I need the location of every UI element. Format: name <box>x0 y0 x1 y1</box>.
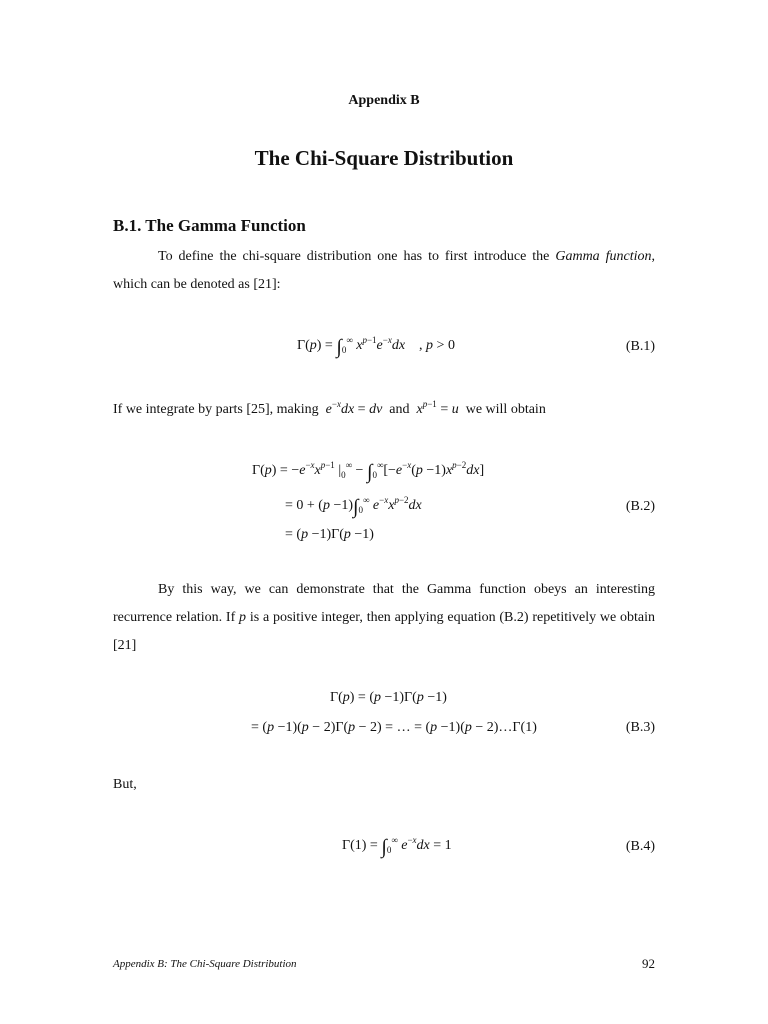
equation-b4: $\Gamma(1) = \int_0^\infty$ $e^{-x}dx = 1$ <box>342 835 452 858</box>
paragraph-text: If we integrate by parts [25], making <box>113 402 319 417</box>
paragraph-text: , which can be denoted as [21]: <box>113 249 656 292</box>
section-heading: B.1. The Gamma Function <box>113 216 306 235</box>
page-number: 92 <box>642 956 655 971</box>
equation-number-b3: (B.3) <box>625 720 655 735</box>
paragraph-recurrence <box>113 576 655 660</box>
paragraph-text: we will obtain <box>465 402 546 417</box>
equation-b3-line-1: Γ(p) = (p −1)Γ(p −1) <box>330 690 447 705</box>
variable-p: p <box>239 610 247 625</box>
paragraph-intro <box>113 243 655 299</box>
appendix-label: Appendix B <box>348 93 420 108</box>
paragraph-text: is a positive integer, then applying equation (B.2) repetitively we obtain [21] <box>113 610 656 653</box>
gamma-function-term: Gamma function <box>555 249 652 264</box>
paragraph-integration-by-parts <box>113 399 546 418</box>
chapter-title: The Chi-Square Distribution <box>254 146 514 170</box>
paragraph-but: But, <box>113 777 137 792</box>
equation-number-b2: (B.2) <box>625 499 655 514</box>
equation-b2-line-3: = (p −1)Γ(p −1) <box>285 527 374 542</box>
inline-math-u: $x^{p-1} = u$ <box>416 399 459 417</box>
equation-b3-line-2: = (p −1)(p − 2)Γ(p − 2) = … = (p −1)(p − 2)…Γ(1) <box>251 720 537 735</box>
equation-number-b4: (B.4) <box>625 839 655 854</box>
paragraph-text: and <box>389 402 410 417</box>
paragraph-text: To define the chi-square distribution one has to first introduce the <box>158 249 550 264</box>
equation-b2-line-2: = $0 + (p -1)\int_0^\infty$ $e^{-x}x^{p-2}dx$ <box>285 495 422 518</box>
equation-b1: $\Gamma(p) = \int_0^\infty$ $x^{p-1}e^{-x}dx$ , p > 0 <box>297 335 455 358</box>
equation-number-b1: (B.1) <box>625 339 655 354</box>
equation-b2-line-1: $\Gamma(p) = -e^{-x}x^{p-1}$ $|_0^\infty - \int_0^\infty[-e^{-x}(p -1)x^{p-2}dx]$ <box>252 460 485 483</box>
inline-math-dv: $e^{-x}dx$ = dv <box>325 399 383 417</box>
paragraph-text: By this way, we can demonstrate that the Gamma function obeys an interesting recurrence relation. If <box>113 582 655 625</box>
footer-running-title: Appendix B: The Chi-Square Distribution <box>113 958 297 970</box>
